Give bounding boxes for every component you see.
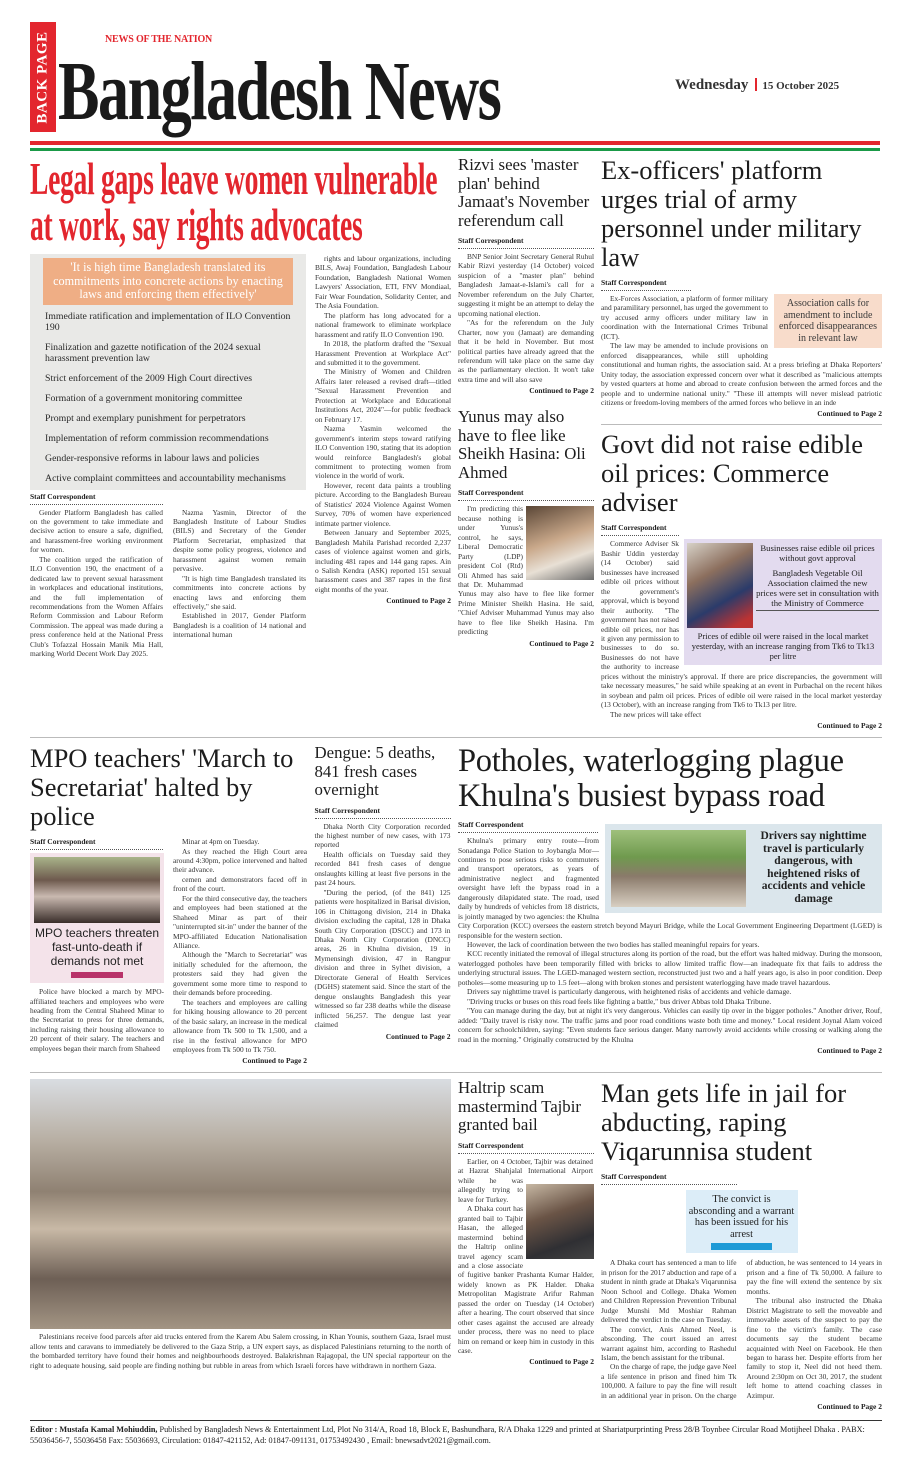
tagline: NEWS OF THE NATION — [105, 34, 213, 45]
paragraph: The teachers and employees are calling for hiking housing allowance to 20 percent of the basic salary, an increase in the medical allowance from Tk 500 to Tk 1,500, and a rise in the festival allowance for MPO employees from Tk 500 to Tk 750. — [173, 997, 307, 1055]
paragraph: "You can manage during the day, but at night it's very dangerous. Vehicles can easily tip over in the bigger potholes." Another driver, Rouf, added: "Daily travel is risky now. The traffic jams and poor road conditions waste both time and money." Local resident Joynal Alam voiced concern for schoolchildren, saying: "Even students face serious danger. Many narrowly avoid accidents while crossing or walking along the road in the morning." Originally constructed by the Khulna — [458, 1006, 882, 1044]
box-fact: Prices of edible oil were raised in the local market yesterday, with an increase ranging from Tk6 to Tk13 per litre — [691, 631, 875, 662]
demand-item: Formation of a government monitoring committee — [45, 392, 243, 404]
byline: Staff Correspondent — [458, 488, 594, 501]
box-texts — [756, 543, 879, 611]
article-mpo — [30, 744, 307, 1066]
paragraph: Although the "March to Secretariat" was initially scheduled for the afternoon, the protesters said they had given the government some more time to respond to their demands before proceeding. — [173, 950, 307, 998]
demand-item: Prompt and exemplary punishment for perpetrators — [45, 412, 246, 424]
article-dengue — [315, 744, 451, 1041]
back-page-text: BACK PAGE — [34, 30, 51, 124]
article-body — [315, 822, 451, 1030]
article-body — [30, 508, 306, 659]
article-yunus — [458, 408, 594, 648]
article-rizvi — [458, 156, 594, 396]
byline: Staff Correspondent — [601, 523, 679, 536]
back-page-label — [30, 22, 56, 132]
byline: Staff Correspondent — [458, 1141, 594, 1154]
article-columns — [30, 837, 307, 1066]
continued-link[interactable]: Continued to Page 2 — [529, 638, 594, 648]
article-body-col2 — [173, 837, 307, 1054]
float-spacer — [593, 1157, 594, 1184]
paragraph: Police have blocked a march by MPO-affiliated teachers and employees who were heading from the Central Shaheed Minar to the Secretariat to press for three demands, including raising their housing allowance to 20 percent of their salary. The teachers and employees began their march from Shaheed — [30, 987, 164, 1053]
paragraph: rights and labour organizations, including BILS, Awaj Foundation, Bangladesh Labour Foundation, Bangladesh National Women Lawyers' Association, ETI, FNV Mondiaal, Fair Wear Foundation, Solidarity Center, and The Asia Foundation. — [315, 254, 451, 311]
damaged-road-photo — [611, 830, 746, 907]
paragraph: Minar at 4pm on Tuesday. — [182, 837, 260, 847]
box-caption: MPO teachers threaten fast-unto-death if demands not met — [34, 926, 160, 969]
section-divider — [30, 1072, 882, 1073]
masthead-title: Bangladesh News — [58, 45, 501, 138]
paragraph: "It is high time Bangladesh translated its commitments into concrete actions by enacting laws and enforcing them effectively," she said. — [173, 573, 306, 612]
paragraph: Gender Platform Bangladesh has called on the government to take immediate and decisive action to ensure a safe, dignified, and harassment-free working environment for women. — [30, 507, 163, 555]
article-edible-oil — [601, 430, 882, 731]
article-columns — [30, 254, 451, 659]
paragraph: The law may be amended to include provisions on enforced disappearances, while still upholding constitutional and human rights, the association said. At a press briefing at Dhaka Reporters' Unity today, the association expressed concern over what it described as "malicious attempts by vested quarters at home and abroad to create confusion between the armed forces and the people and to undermine national unity." "These ill attempts will never mislead patriotic citizens or freedom-loving members of the armed forces who believe in an inde — [601, 341, 882, 407]
paragraph: Khulna's primary entry route—from Sonadanga Police Station to Joybangla Mor—continues to pose serious risks to commuters and transport operators, as years of administrative neglect and fragmented oversight have left the bypass road in a dangerously dilapidated state. The road, used daily by hundreds of vehicles from 18 districts, is jointly managed by two agencies: the Khulna City Corporation (KCC) oversees the eastern stretch beyond Mayuri Bridge, while the Local Government Engineering Department (LGED) is responsible for the western section. — [458, 836, 882, 940]
paragraph: Nazma Yasmin, Director of the Bangladesh Institute of Labour Studies (BILS) and Secretary of the Gender Platform Secretariat, emphasized that despite some policy progress, violence and harassment against women remain pervasive. — [173, 507, 306, 574]
article-main-column — [30, 837, 164, 1053]
byline: Staff Correspondent — [30, 492, 163, 505]
demand-item: Finalization and gazette notification of the 2024 sexual harassment prevention law — [45, 341, 261, 364]
paragraph: A Dhaka court has granted bail to Tajbir Hasan, the alleged mastermind behind the Haltrip online travel agency scam and a close associate of fugitive banker Prashanta Kumar Halder, widely known as PK Halder. Dhaka Metropolitan Magistrate Arifur Rahman passed the order on Tuesday (14 October) after a hearing. The court observed that since other cases against the accused are already under process, there was no need to place him on remand or keep him in custody in this case. — [458, 1204, 594, 1356]
paragraph: "During the period, (of the 841) 125 patients were hospitalized in Barisal division, 106 in Chittagong division, 214 in Dhaka division excluding the capital, 128 in Dhaka South City Corporation (DSCC) and 173 in Dhaka North City Corporation (DNCC) areas, 26 in Khulna division, 19 in Mymensingh division, 47 in Rangpur division and three in Sylhet division, a Directorate General of Health Services (DGHS) statement said. Since the start of the dengue onslaughts Bangladesh this year witnessed so far 238 deaths while the disease inflicted 56,257. The dengue last year claimed — [314, 887, 451, 1030]
demands-box — [30, 254, 306, 490]
date-divider — [755, 78, 757, 91]
continued-link[interactable]: Continued to Page 2 — [242, 1056, 307, 1066]
date: 15 October 2025 — [762, 80, 840, 92]
day: Wednesday — [675, 77, 749, 93]
paragraph: The Ministry of Women and Children Affairs later released a revised draft—titled "Sexual Harassment Prevention and Protection at Workplace and Educational Institutions Act, 2024"—for public feedback on February 17. — [315, 367, 451, 424]
article-main-column — [30, 254, 306, 659]
paragraph: "Driving trucks or buses on this road feels like fighting a battle," bus driver Abbas told Dhaka Tribune. — [467, 996, 772, 1006]
headline-mpo: MPO teachers' 'March to Secretariat' halted by police — [30, 743, 294, 832]
box-title: Businesses raise edible oil prices without govt approval — [760, 543, 875, 564]
byline: Staff Correspondent — [601, 278, 691, 291]
paragraph: Established in 2017, Gender Platform Bangladesh is a coalition of 14 national and international human — [173, 611, 306, 640]
byline: Staff Correspondent — [458, 236, 594, 249]
article-body — [458, 1157, 594, 1356]
pull-quote-box — [686, 1190, 798, 1253]
pull-quote: The convict is absconding and a warrant has been issued for his arrest — [688, 1194, 795, 1240]
paragraph: The platform has long advocated for a national framework to eliminate workplace harassment and ratify ILO Convention 190. — [315, 310, 451, 339]
article-body — [30, 987, 164, 1053]
article-haltrip — [458, 1079, 594, 1367]
potholes-photo-box — [605, 824, 882, 913]
headline-potholes: Potholes, waterlogging plague Khulna's busiest bypass road — [458, 743, 844, 815]
oil-info-box — [684, 539, 882, 665]
protest-photo — [34, 857, 160, 923]
oli-ahmed-photo — [526, 506, 594, 580]
paragraph: For the third consecutive day, the teachers and employees had been stationed at the Shaheed Minar as part of their "uninterrupted sit-in" under the banner of the MPO-affiliated Education Nationalisation Alliance. — [173, 893, 307, 951]
tajbir-photo — [526, 1184, 594, 1259]
box-caption: Drivers say nighttime travel is particularly dangerous, with heightened risks of accidents and vehicle damage — [760, 830, 867, 906]
demands-list — [30, 311, 306, 484]
continued-link[interactable]: Continued to Page 2 — [529, 1357, 594, 1367]
caption-text: Palestinians receive food parcels after aid trucks entered from the Karem Abu Salem crossing, in Khan Younis, southern Gaza, Israel must allow tents and caravans to immediately be delivered to the Gaza Strip, a UN expert says, as displaced Palestinians returning to the north of the bombarded territory have found their homes and neighbourhoods destroyed. Balakrishnan Rajagopal, the UN special rapporteur on the right to adequate housing, said people are finding nothing but rubble in areas from which Israeli forces have withdrawn in northern Gaza. — [30, 1332, 451, 1370]
accent-bar — [71, 972, 123, 978]
gaza-photo-story — [30, 1079, 451, 1370]
article-body — [601, 1258, 882, 1400]
paragraph: Commerce Adviser Sk Bashir Uddin yesterday (14 October) said businesses have increased edible oil prices without the government's approval, which is beyond their authority. "The government has not raised edible oil prices, nor has it given any permission to businesses to do so. Businesses do not have the authority to increase prices without the ministry's approval. If there are price discrepancies, the government will take necessary measures," he said while speaking at an event in Purbachal on the recent hikes in soybean and palm oil prices. Prices of edible oil were raised in the local market yesterday (13 October), with an increase ranging from Tk6 to Tk13 per litre. — [601, 539, 882, 710]
demand-item: Strict enforcement of the 2009 High Court directives — [45, 372, 253, 384]
article-body — [458, 830, 882, 1044]
continued-link[interactable]: Continued to Page 2 — [385, 1031, 451, 1041]
continued-link[interactable]: Continued to Page 2 — [817, 409, 882, 419]
paragraph: However, recent data paints a troubling picture. According to the Bangladesh Bureau of Statistics' 2024 Violence Against Women Survey, 70% of women have experienced intimate partner violence. — [315, 480, 451, 528]
continued-link[interactable]: Continued to Page 2 — [817, 721, 882, 731]
continued-link[interactable]: Continued to Page 2 — [817, 1402, 882, 1412]
continued-link[interactable]: Continued to Page 2 — [386, 596, 451, 606]
paragraph: BNP Senior Joint Secretary General Ruhul Kabir Rizvi yesterday (14 October) voiced suspicion of a "master plan" behind Bangladesh Jamaat-e-Islami's call for a November referendum on the July Charter, suggesting it might be an attempt to delay the upcoming national election. — [458, 252, 594, 318]
editor-credit: Editor : Mustafa Kamal Mohiuddin, — [30, 1425, 158, 1435]
gaza-photo — [30, 1079, 451, 1329]
pull-quote: Association calls for amendment to include enforced disappearances in relevant law — [774, 294, 882, 348]
red-rule — [30, 141, 880, 145]
paragraph: A Dhaka court has sentenced a man to life in prison for the 2017 abduction and rape of a student in ninth grade at Dhaka's Viqarunnisa Noon School and College. Dhaka Women and Children Repression Prevention Tribunal Judge Munshi Md Moshiar Rahman delivered the verdict in the case on Tuesday. — [601, 1258, 737, 1325]
demand-item: Active complaint committees and accountability mechanisms — [45, 472, 286, 484]
accent-bar — [711, 1243, 772, 1250]
article-body-continued — [315, 254, 451, 594]
paragraph: KCC recently initiated the removal of illegal structures along its portion of the road, but the effort was halted midway. During the monsoon, waterlogged potholes have been temporarily filled with bricks to allow limited traffic flow—an inadequate fix that fails to address the underlying structural issues. The LGED-managed western section, reconstructed just two and a half years ago, is also in poor condition. Deep potholes—some measuring up to 1.5 feet—along with broken stones and persistent waterlogging have made travel hazardous. — [458, 949, 882, 987]
paragraph: "As for the referendum on the July Charter, now you (Jamaat) are demanding that it be held in November. But most political parties have already agreed that the referendum will take place on the same day as the parliamentary election. It won't take extra time and will also save — [458, 318, 594, 384]
paragraph: Drivers say nighttime travel is particularly dangerous, with heightened risks of accidents and vehicle damage. — [467, 987, 792, 997]
box-top — [687, 543, 879, 628]
green-rule — [30, 148, 880, 151]
divider — [601, 424, 882, 425]
section-divider — [30, 737, 882, 738]
headline-ex-officers: Ex-officers' platform urges trial of army personnel under military law — [601, 155, 862, 272]
paragraph: cemen and demonstrators faced off in front of the court. — [173, 874, 307, 894]
paragraph: The coalition urged the ratification of ILO Convention 190, the enactment of a dedicated law to prevent sexual harassment in workplaces and educational institutions, and the full implementation of recommendations from the Women Affairs Reform Commission and Labour Reform Commission. The appeal was made during a press conference held at the National Press Club's Tofazzal Hossain Manik Mia Hall, marking World Decent Work Day 2025. — [30, 554, 163, 659]
byline: Staff Correspondent — [458, 820, 598, 833]
article-body — [458, 252, 594, 384]
headline-life-in-jail: Man gets life in jail for abducting, raping Viqarunnisa student — [601, 1078, 847, 1167]
headline-edible-oil: Govt did not raise edible oil prices: Commerce adviser — [601, 429, 863, 518]
article-side-column — [315, 254, 451, 606]
demand-item: Gender-responsive reforms in labour laws and policies — [45, 452, 260, 464]
paragraph: Dhaka North City Corporation recorded the highest number of new cases, with 173 reported — [314, 821, 451, 850]
headline-dengue: Dengue: 5 deaths, 841 fresh cases overnight — [314, 743, 436, 800]
headline-legal-gaps: Legal gaps leave women vulnerable at work, say rights advocates — [30, 153, 438, 250]
article-ex-officers — [601, 156, 882, 419]
paragraph: The convict, Anis Ahmed Neel, is absconding. The court issued an arrest warrant against him, according to Rashedul Islam, the bench assistant for the tribunal. — [601, 1324, 737, 1362]
article-body — [601, 539, 882, 719]
demand-item: Implementation of reform commission recommendations — [45, 432, 269, 444]
right-column — [601, 156, 882, 731]
demand-item: Immediate ratification and implementation of ILO Convention 190 — [45, 310, 291, 333]
paragraph: However, the lack of coordination between the two bodies has stalled meaningful repairs for years. — [467, 940, 760, 950]
article-potholes — [458, 744, 882, 1056]
commerce-adviser-photo — [687, 543, 753, 628]
paragraph: As they reached the High Court area around 4:30pm, police intervened and halted their advance. — [173, 846, 307, 875]
article-side-column — [173, 837, 307, 1066]
masthead — [0, 0, 897, 156]
paragraph: On the charge of rape, the judge gave Neel a life sentence in prison and fined him Tk 100,000. A failure to pay the fine will result in an additional year in prison. On the charge of abduction, he was sentenced to 14 years in prison and a fine of Tk 50,000. A failure to pay the fine will extend the sentence by six months. — [601, 1258, 882, 1400]
article-body — [601, 294, 882, 407]
article-life-in-jail — [601, 1079, 882, 1412]
byline: Staff Correspondent — [315, 806, 451, 819]
byline: Staff Correspondent — [601, 1172, 737, 1185]
paragraph: Between January and September 2025, Bangladesh Mahila Parishad recorded 2,237 cases of violence against women and girls, including 481 rapes and 144 gang rapes. Ain o Salish Kendra (ASK) reported 151 sexual harassment cases and 387 rapes in the first eight months of the year. — [315, 528, 451, 594]
paragraph: Earlier, on 4 October, Tajbir was detained at Hazrat Shahjalal International Airport while he was allegedly trying to leave for Turkey. — [458, 1156, 593, 1204]
article-body — [458, 504, 594, 636]
headline-haltrip: Haltrip scam mastermind Tajbir granted bail — [458, 1078, 581, 1135]
dateline — [675, 77, 839, 94]
section-row-1 — [30, 153, 882, 731]
paragraph: Health officials on Tuesday said they recorded 841 fresh cases of dengue onslaughts killing at least five persons in the past 24 hours. — [314, 849, 451, 888]
paragraph: The tribunal also instructed the Dhaka District Magistrate to sell the moveable and immovable assets of the suspect to pay the fine to the victim's family. The case documents say the student became acquainted with Neel on Facebook. He then began to harass her. Despite efforts from her family to stop it, Neel did not heed them. Around 2:30pm on Oct 30, 2017, the student left home to attend coaching classes in Azimpur. — [746, 1296, 882, 1400]
paragraph: Nazma Yasmin welcomed the government's interim steps toward ratifying ILO Convention 190, stating that its adoption would reinforce Bangladesh's global commitment to protecting women from violence in the world of work. — [315, 424, 451, 481]
section-row-3 — [30, 1079, 882, 1412]
continued-link[interactable]: Continued to Page 2 — [817, 1046, 882, 1056]
middle-column — [458, 156, 594, 649]
pull-quote: 'It is high time Bangladesh translated its commitments into concrete actions by enacting laws and enforcing them effectively' — [43, 258, 293, 305]
byline: Staff Correspondent — [30, 837, 163, 850]
imprint — [30, 1420, 882, 1446]
section-row-2 — [30, 744, 882, 1066]
paragraph: The new prices will take effect — [610, 709, 702, 719]
continued-link[interactable]: Continued to Page 2 — [529, 386, 594, 396]
headline-yunus: Yunus may also have to flee like Sheikh Hasina: Oli Ahmed — [458, 407, 586, 482]
article-legal-gaps — [30, 153, 451, 659]
mpo-photo-box — [30, 853, 164, 983]
headline-wrapper — [30, 153, 451, 250]
photo-caption — [30, 1332, 451, 1370]
paragraph: I'm predicting this because nothing is under Yunus's control, he says, Liberal Democratic Party (LDP) president Col (Rtd) Oli Ahmed has said that Dr. Muhammad Yunus may also have to flee like former Prime Minister Sheikh Hasina. He said, "Chief Adviser Muhammad Yunus may also have to flee like Sheikh Hasina. I'm predicting — [458, 504, 594, 637]
imprint-text: Published by Bangladesh News & Entertainment Ltd, Plot No 314/A, Road 18, Block E, Bashundhara, R/A Dhaka 1229 and printed at Shariatpurprinting Press 28/B Toynbee Circular Road Motijheel Dhaka . PABX: 55036456-7, 55036458 Fax: 55036693, Circulation: 01847-421152, Ad: 01847-091131, 01753492430 , Email: bnewsadvt2021@gmail.com. — [30, 1425, 865, 1446]
paragraph: Ex-Forces Association, a platform of former military and paramilitary personnel, has urged the government to try accused army officers under military law in coordination with the International Crimes Tribunal (ICT). — [601, 294, 768, 341]
headline-rizvi: Rizvi sees 'master plan' behind Jamaat's November referendum call — [458, 155, 590, 230]
paragraph: In 2018, the platform drafted the "Sexual Harassment Prevention at Workplace Act" and submitted it to the government. — [315, 339, 451, 367]
box-claim: Bangladesh Vegetable Oil Association claimed the new prices were set in consultation with the Ministry of Commerce — [756, 568, 879, 611]
